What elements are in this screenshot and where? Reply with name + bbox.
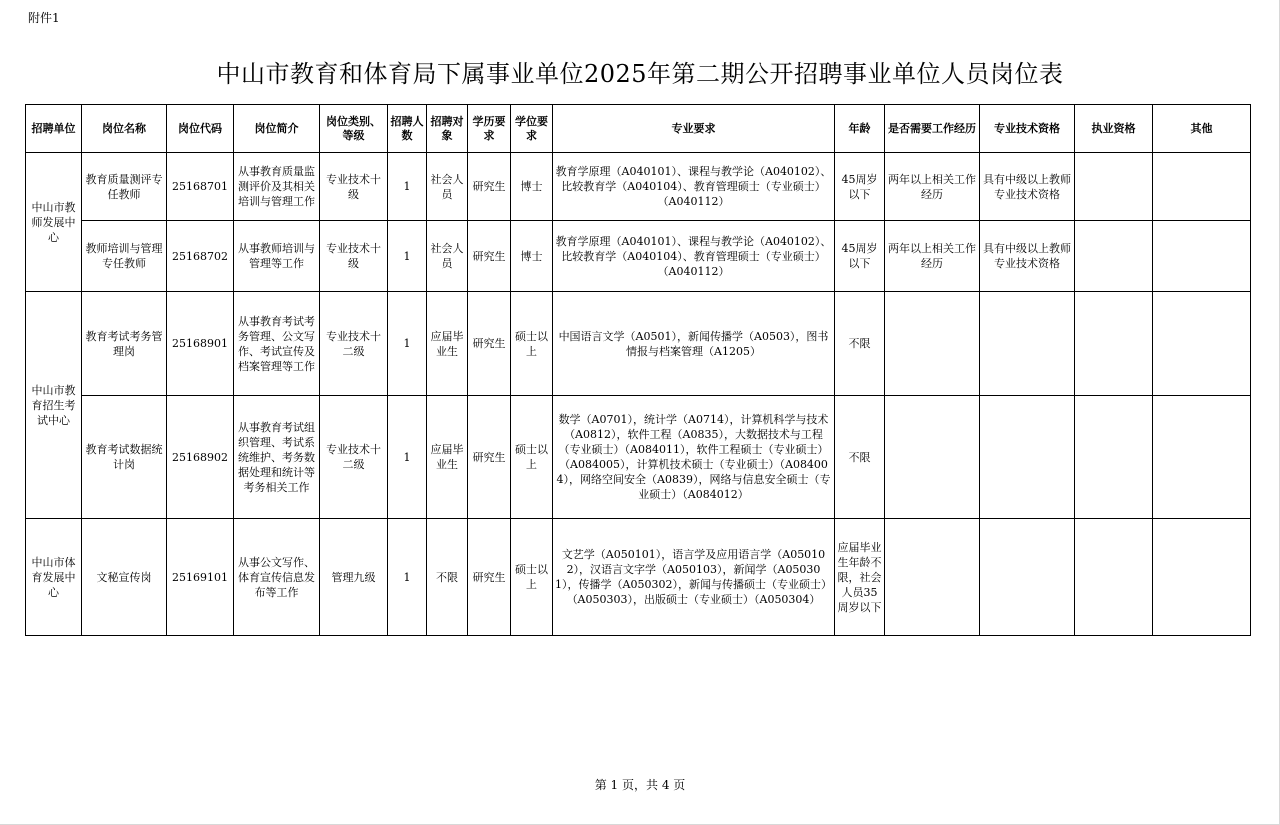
other-cell bbox=[1153, 396, 1251, 519]
age-cell: 45周岁以下 bbox=[835, 153, 885, 221]
unit-cell: 中山市教育招生考试中心 bbox=[26, 292, 82, 519]
table-row bbox=[26, 153, 1251, 221]
header-education: 学历要求 bbox=[468, 105, 511, 153]
target-cell: 不限 bbox=[427, 519, 468, 636]
major-cell: 教育学原理（A040101）、课程与教学论（A040102）、比较教育学（A040104）、教育管理硕士（专业硕士）（A040112） bbox=[553, 221, 835, 292]
degree-cell: 硕士以上 bbox=[511, 519, 553, 636]
table-row bbox=[26, 292, 1251, 396]
other-cell bbox=[1153, 292, 1251, 396]
degree-cell: 博士 bbox=[511, 221, 553, 292]
other-cell bbox=[1153, 221, 1251, 292]
positions-table bbox=[25, 104, 1251, 636]
header-degree: 学位要求 bbox=[511, 105, 553, 153]
header-unit: 招聘单位 bbox=[26, 105, 82, 153]
header-category: 岗位类别、等级 bbox=[320, 105, 388, 153]
count-cell: 1 bbox=[388, 221, 427, 292]
practice-qual-cell bbox=[1075, 221, 1153, 292]
age-cell: 应届毕业生年龄不限，社会人员35周岁以下 bbox=[835, 519, 885, 636]
major-cell: 数学（A0701），统计学（A0714），计算机科学与技术（A0812），软件工程（A0835），大数据技术与工程（专业硕士）（A084011），软件工程硕士（专业硕士）（A084005），计算机技术硕士（专业硕士）（A084004），网络空间安全（A0839），网络与信息安全硕士（专业硕士）（A084012） bbox=[553, 396, 835, 519]
other-cell bbox=[1153, 519, 1251, 636]
experience-cell bbox=[885, 292, 980, 396]
header-intro: 岗位简介 bbox=[234, 105, 320, 153]
age-cell: 45周岁以下 bbox=[835, 221, 885, 292]
intro-cell: 从事教育质量监测评价及其相关培训与管理工作 bbox=[234, 153, 320, 221]
intro-cell: 从事教育考试组织管理、考试系统维护、考务数据处理和统计等考务相关工作 bbox=[234, 396, 320, 519]
post-code-cell: 25168701 bbox=[167, 153, 234, 221]
page-number: 第 1 页，共 4 页 bbox=[594, 778, 686, 792]
education-cell: 研究生 bbox=[468, 153, 511, 221]
experience-cell: 两年以上相关工作经历 bbox=[885, 153, 980, 221]
age-cell: 不限 bbox=[835, 396, 885, 519]
other-cell bbox=[1153, 153, 1251, 221]
tech-qual-cell bbox=[980, 519, 1075, 636]
post-name-cell: 教师培训与管理专任教师 bbox=[82, 221, 167, 292]
count-cell: 1 bbox=[388, 396, 427, 519]
education-cell: 研究生 bbox=[468, 292, 511, 396]
header-tech-qual: 专业技术资格 bbox=[980, 105, 1075, 153]
intro-cell: 从事教育考试考务管理、公文写作、考试宣传及档案管理等工作 bbox=[234, 292, 320, 396]
header-practice-qual: 执业资格 bbox=[1075, 105, 1153, 153]
post-code-cell: 25168902 bbox=[167, 396, 234, 519]
major-cell: 文艺学（A050101），语言学及应用语言学（A050102），汉语言文字学（A050103），新闻学（A050301），传播学（A050302），新闻与传播硕士（专业硕士）（A050303），出版硕士（专业硕士）（A050304） bbox=[553, 519, 835, 636]
practice-qual-cell bbox=[1075, 396, 1153, 519]
document-title: 中山市教育和体育局下属事业单位2025年第二期公开招聘事业单位人员岗位表 bbox=[216, 60, 1064, 88]
table-header-row bbox=[26, 105, 1251, 153]
post-name-cell: 教育质量测评专任教师 bbox=[82, 153, 167, 221]
education-cell: 研究生 bbox=[468, 519, 511, 636]
count-cell: 1 bbox=[388, 519, 427, 636]
tech-qual-cell: 具有中级以上教师专业技术资格 bbox=[980, 153, 1075, 221]
target-cell: 应届毕业生 bbox=[427, 292, 468, 396]
category-cell: 专业技术十级 bbox=[320, 221, 388, 292]
age-cell: 不限 bbox=[835, 292, 885, 396]
header-post-name: 岗位名称 bbox=[82, 105, 167, 153]
education-cell: 研究生 bbox=[468, 221, 511, 292]
attachment-label: 附件1 bbox=[28, 11, 60, 25]
unit-cell: 中山市教师发展中心 bbox=[26, 153, 82, 292]
experience-cell bbox=[885, 396, 980, 519]
unit-cell: 中山市体育发展中心 bbox=[26, 519, 82, 636]
degree-cell: 硕士以上 bbox=[511, 292, 553, 396]
post-code-cell: 25169101 bbox=[167, 519, 234, 636]
post-code-cell: 25168901 bbox=[167, 292, 234, 396]
header-target: 招聘对象 bbox=[427, 105, 468, 153]
post-name-cell: 教育考试数据统计岗 bbox=[82, 396, 167, 519]
tech-qual-cell bbox=[980, 292, 1075, 396]
category-cell: 专业技术十级 bbox=[320, 153, 388, 221]
experience-cell bbox=[885, 519, 980, 636]
table-row bbox=[26, 221, 1251, 292]
degree-cell: 硕士以上 bbox=[511, 396, 553, 519]
table-row bbox=[26, 396, 1251, 519]
target-cell: 社会人员 bbox=[427, 221, 468, 292]
practice-qual-cell bbox=[1075, 292, 1153, 396]
target-cell: 社会人员 bbox=[427, 153, 468, 221]
header-count: 招聘人数 bbox=[388, 105, 427, 153]
practice-qual-cell bbox=[1075, 153, 1153, 221]
header-post-code: 岗位代码 bbox=[167, 105, 234, 153]
header-experience: 是否需要工作经历 bbox=[885, 105, 980, 153]
intro-cell: 从事公文写作、体育宣传信息发布等工作 bbox=[234, 519, 320, 636]
post-name-cell: 文秘宣传岗 bbox=[82, 519, 167, 636]
count-cell: 1 bbox=[388, 292, 427, 396]
tech-qual-cell: 具有中级以上教师专业技术资格 bbox=[980, 221, 1075, 292]
header-major: 专业要求 bbox=[553, 105, 835, 153]
education-cell: 研究生 bbox=[468, 396, 511, 519]
experience-cell: 两年以上相关工作经历 bbox=[885, 221, 980, 292]
category-cell: 专业技术十二级 bbox=[320, 292, 388, 396]
practice-qual-cell bbox=[1075, 519, 1153, 636]
count-cell: 1 bbox=[388, 153, 427, 221]
category-cell: 管理九级 bbox=[320, 519, 388, 636]
header-other: 其他 bbox=[1153, 105, 1251, 153]
major-cell: 中国语言文学（A0501），新闻传播学（A0503），图书情报与档案管理（A1205） bbox=[553, 292, 835, 396]
intro-cell: 从事教师培训与管理等工作 bbox=[234, 221, 320, 292]
category-cell: 专业技术十二级 bbox=[320, 396, 388, 519]
target-cell: 应届毕业生 bbox=[427, 396, 468, 519]
tech-qual-cell bbox=[980, 396, 1075, 519]
header-age: 年龄 bbox=[835, 105, 885, 153]
degree-cell: 博士 bbox=[511, 153, 553, 221]
post-code-cell: 25168702 bbox=[167, 221, 234, 292]
post-name-cell: 教育考试考务管理岗 bbox=[82, 292, 167, 396]
major-cell: 教育学原理（A040101）、课程与教学论（A040102）、比较教育学（A040104）、教育管理硕士（专业硕士）（A040112） bbox=[553, 153, 835, 221]
table-row bbox=[26, 519, 1251, 636]
